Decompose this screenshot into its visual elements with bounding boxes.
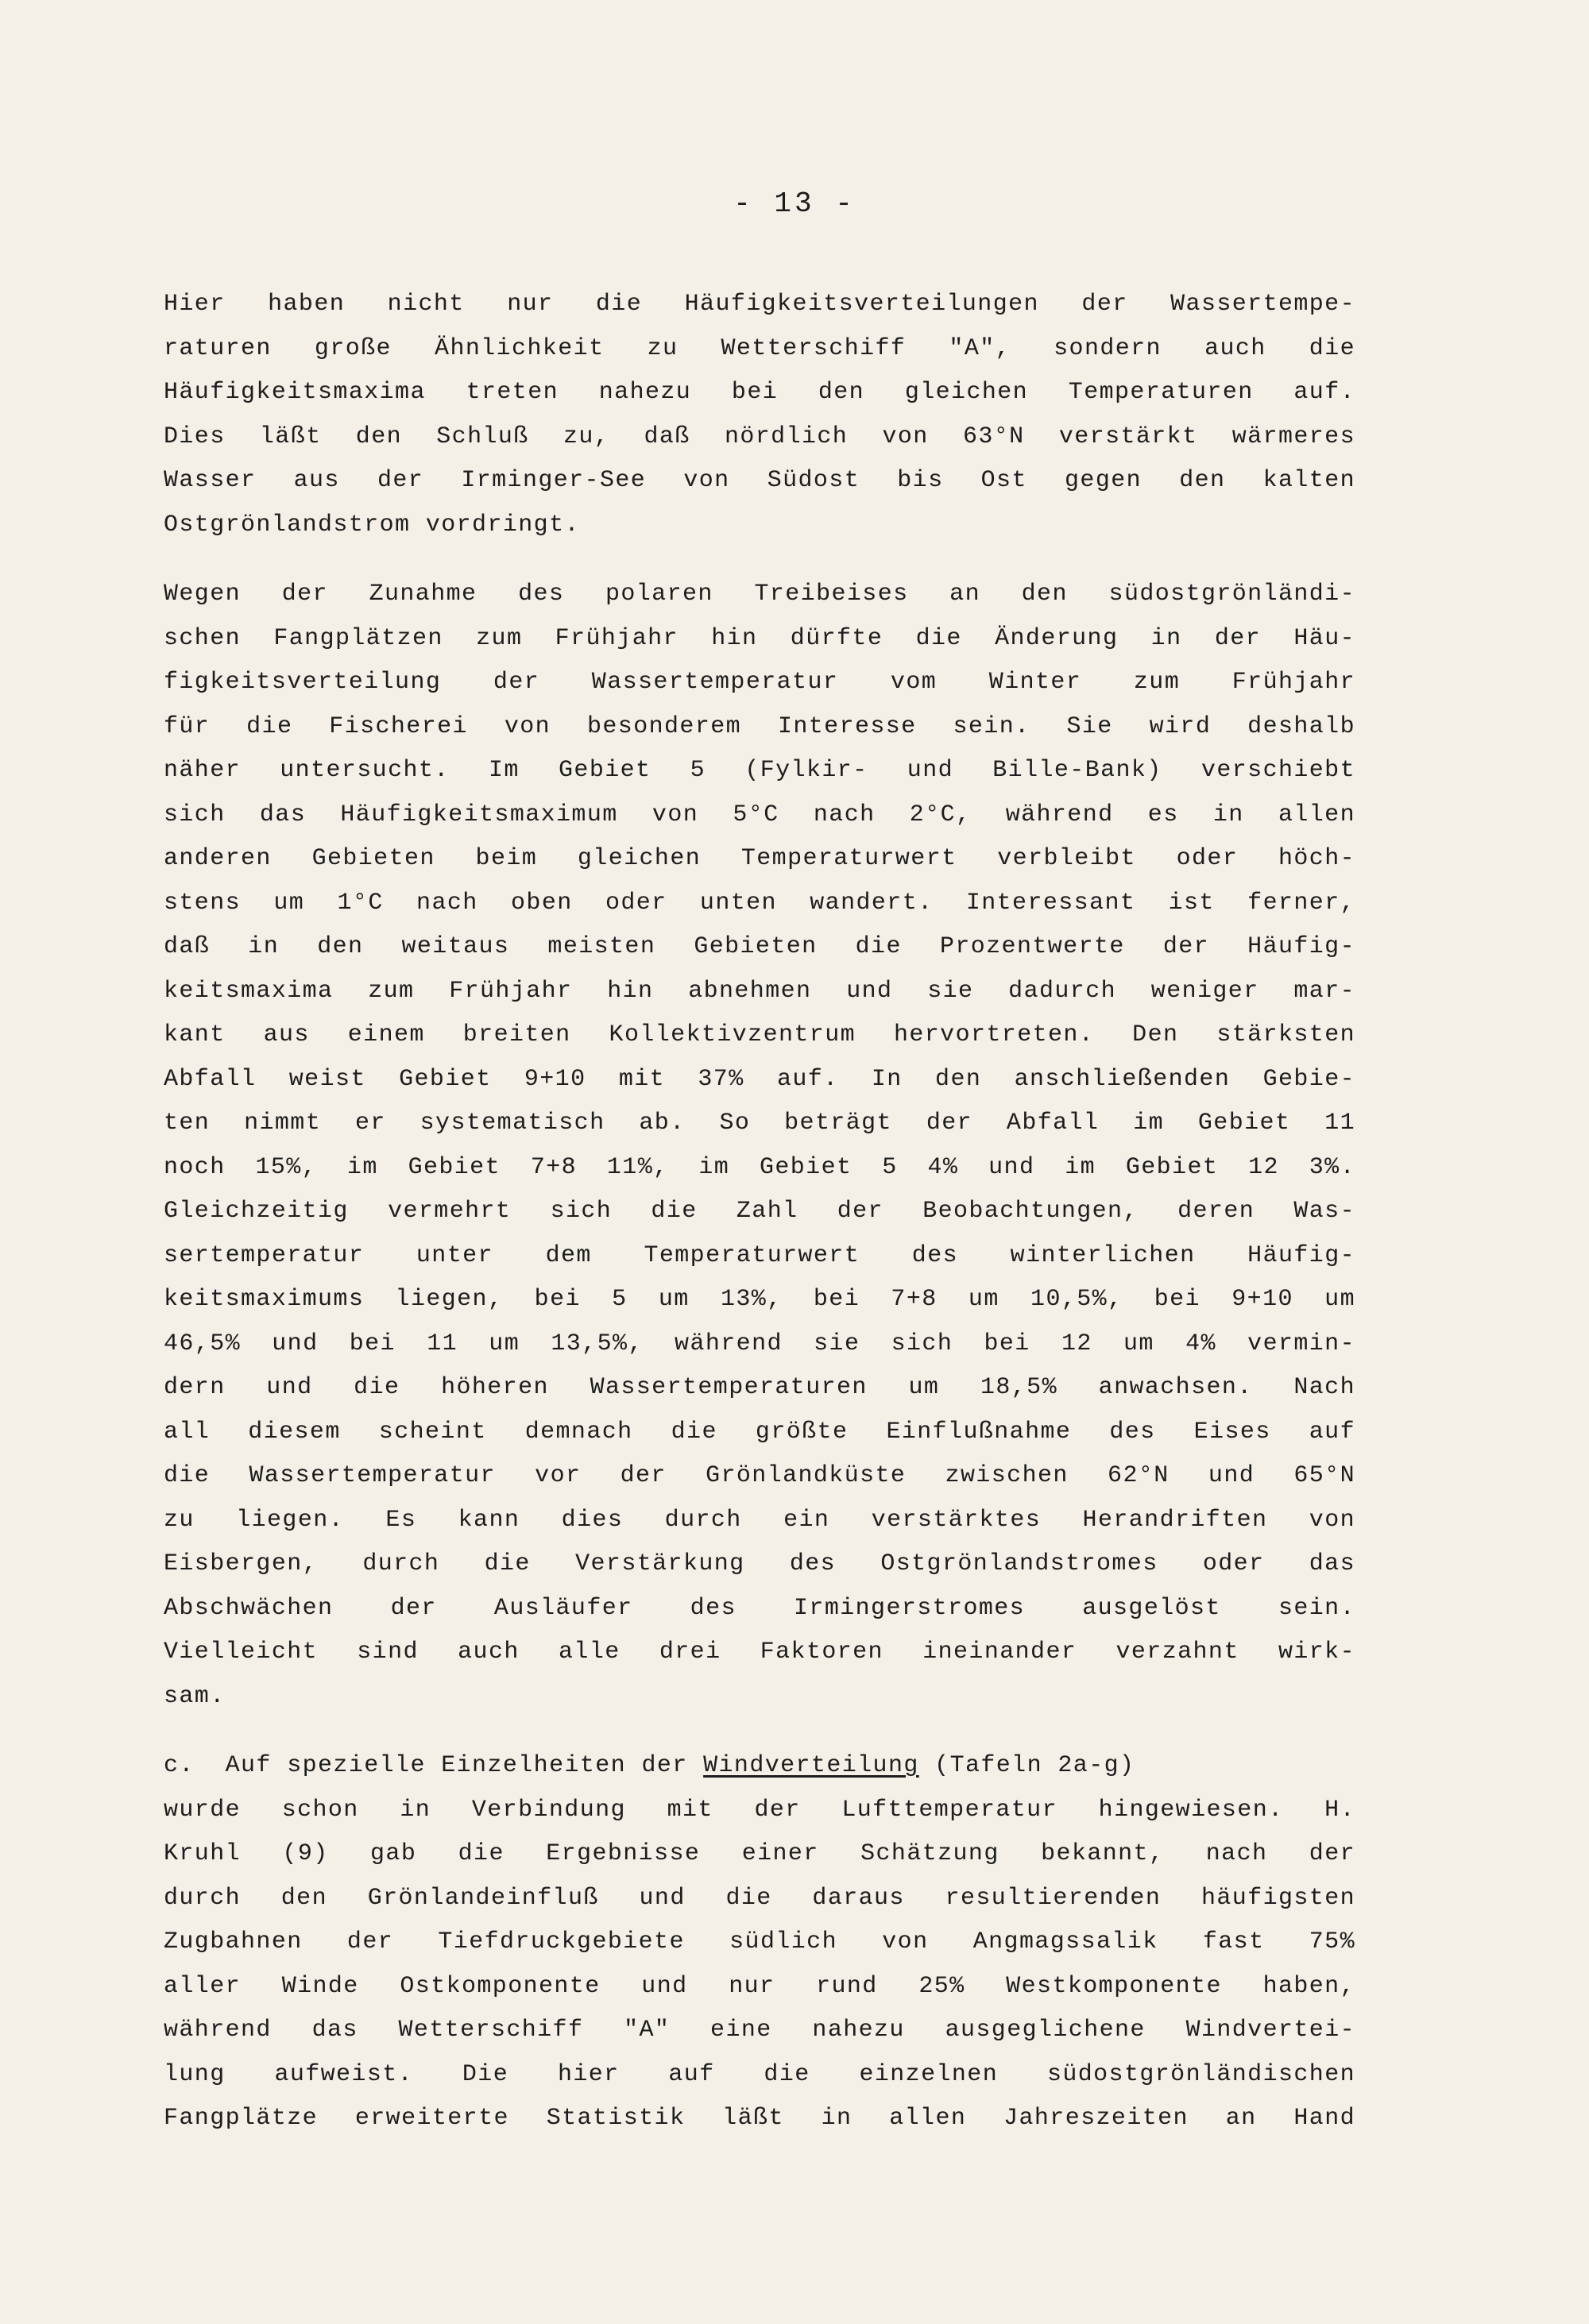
text-line: daß in den weitaus meisten Gebieten die Prozentwerte der Häufig-	[164, 933, 1355, 960]
text-line: sertemperatur unter dem Temperaturwert des winterlichen Häufig-	[164, 1241, 1355, 1269]
text-line: Dies läßt den Schluß zu, daß nördlich von 63°N verstärkt wärmeres	[164, 423, 1355, 450]
text-line: während das Wetterschiff "A" eine nahezu ausgeglichene Windvertei-	[164, 2017, 1355, 2044]
text-line: Wegen der Zunahme des polaren Treibeises an den südostgrönländi-	[164, 581, 1355, 608]
text-line: dern und die höheren Wassertemperaturen um 18,5% anwachsen. Nach	[164, 1374, 1355, 1401]
paragraph-1	[164, 283, 1355, 547]
text-line: anderen Gebieten beim gleichen Temperaturwert verbleibt oder höch-	[164, 845, 1355, 872]
text-line: Kruhl (9) gab die Ergebnisse einer Schätzung bekannt, nach der	[164, 1840, 1355, 1867]
section-c-prefix: c. Auf spezielle Einzelheiten der	[164, 1752, 704, 1779]
text-line: 46,5% und bei 11 um 13,5%, während sie sich bei 12 um 4% vermin-	[164, 1330, 1355, 1357]
text-line: für die Fischerei von besonderem Interesse sein. Sie wird deshalb	[164, 712, 1355, 740]
section-c-suffix: (Tafeln 2a-g)	[918, 1752, 1135, 1779]
windverteilung-underlined-term: Windverteilung	[703, 1752, 919, 1779]
text-line: Abschwächen der Ausläufer des Irmingerstromes ausgelöst sein.	[164, 1594, 1355, 1622]
text-line: Vielleicht sind auch alle drei Faktoren ineinander verzahnt wirk-	[164, 1639, 1355, 1666]
body-text	[164, 283, 1355, 2167]
text-line: Zugbahnen der Tiefdruckgebiete südlich von Angmagssalik fast 75%	[164, 1928, 1355, 1955]
text-line: noch 15%, im Gebiet 7+8 11%, im Gebiet 5 4% und im Gebiet 12 3%.	[164, 1153, 1355, 1181]
text-line: aller Winde Ostkomponente und nur rund 25% Westkomponente haben,	[164, 1972, 1355, 2000]
text-line: Häufigkeitsmaxima treten nahezu bei den gleichen Temperaturen auf.	[164, 379, 1355, 406]
text-line: raturen große Ähnlichkeit zu Wetterschiff "A", sondern auch die	[164, 334, 1355, 362]
text-line: wurde schon in Verbindung mit der Lufttemperatur hingewiesen. H.	[164, 1796, 1355, 1824]
text-line: keitsmaxima zum Frühjahr hin abnehmen und sie dadurch weniger mar-	[164, 977, 1355, 1005]
text-line: Fangplätze erweiterte Statistik läßt in allen Jahreszeiten an Hand	[164, 2105, 1355, 2132]
text-line: figkeitsverteilung der Wassertemperatur vom Winter zum Frühjahr	[164, 669, 1355, 696]
text-line: stens um 1°C nach oben oder unten wandert. Interessant ist ferner,	[164, 889, 1355, 917]
text-line: Wasser aus der Irminger-See von Südost bis Ost gegen den kalten	[164, 467, 1355, 494]
paragraph-2	[164, 573, 1355, 1719]
page-number: - 13 -	[733, 187, 856, 220]
text-line: die Wassertemperatur vor der Grönlandküste zwischen 62°N und 65°N	[164, 1462, 1355, 1489]
text-line: sam.	[164, 1682, 226, 1710]
text-line-heading	[164, 1744, 1355, 1789]
text-line: durch den Grönlandeinfluß und die daraus resultierenden häufigsten	[164, 1884, 1355, 1912]
text-line: all diesem scheint demnach die größte Einflußnahme des Eises auf	[164, 1418, 1355, 1446]
text-line: keitsmaximums liegen, bei 5 um 13%, bei 7+8 um 10,5%, bei 9+10 um	[164, 1286, 1355, 1313]
text-line: Gleichzeitig vermehrt sich die Zahl der Beobachtungen, deren Was-	[164, 1198, 1355, 1225]
text-line: kant aus einem breiten Kollektivzentrum hervortreten. Den stärksten	[164, 1021, 1355, 1048]
text-line: zu liegen. Es kann dies durch ein verstärktes Herandriften von	[164, 1506, 1355, 1534]
paragraph-3	[164, 1744, 1355, 2141]
text-line: Eisbergen, durch die Verstärkung des Ostgrönlandstromes oder das	[164, 1550, 1355, 1577]
text-line: näher untersucht. Im Gebiet 5 (Fylkir- und Bille-Bank) verschiebt	[164, 757, 1355, 784]
text-line: ten nimmt er systematisch ab. So beträgt der Abfall im Gebiet 11	[164, 1110, 1355, 1137]
text-line: Hier haben nicht nur die Häufigkeitsverteilungen der Wassertempe-	[164, 291, 1355, 318]
text-line: schen Fangplätzen zum Frühjahr hin dürfte die Änderung in der Häu-	[164, 624, 1355, 652]
text-line: Abfall weist Gebiet 9+10 mit 37% auf. In den anschließenden Gebie-	[164, 1065, 1355, 1093]
text-line: sich das Häufigkeitsmaximum von 5°C nach 2°C, während es in allen	[164, 801, 1355, 828]
text-line: lung aufweist. Die hier auf die einzelnen südostgrönländischen	[164, 2060, 1355, 2088]
text-line: Ostgrönlandstrom vordringt.	[164, 511, 580, 539]
